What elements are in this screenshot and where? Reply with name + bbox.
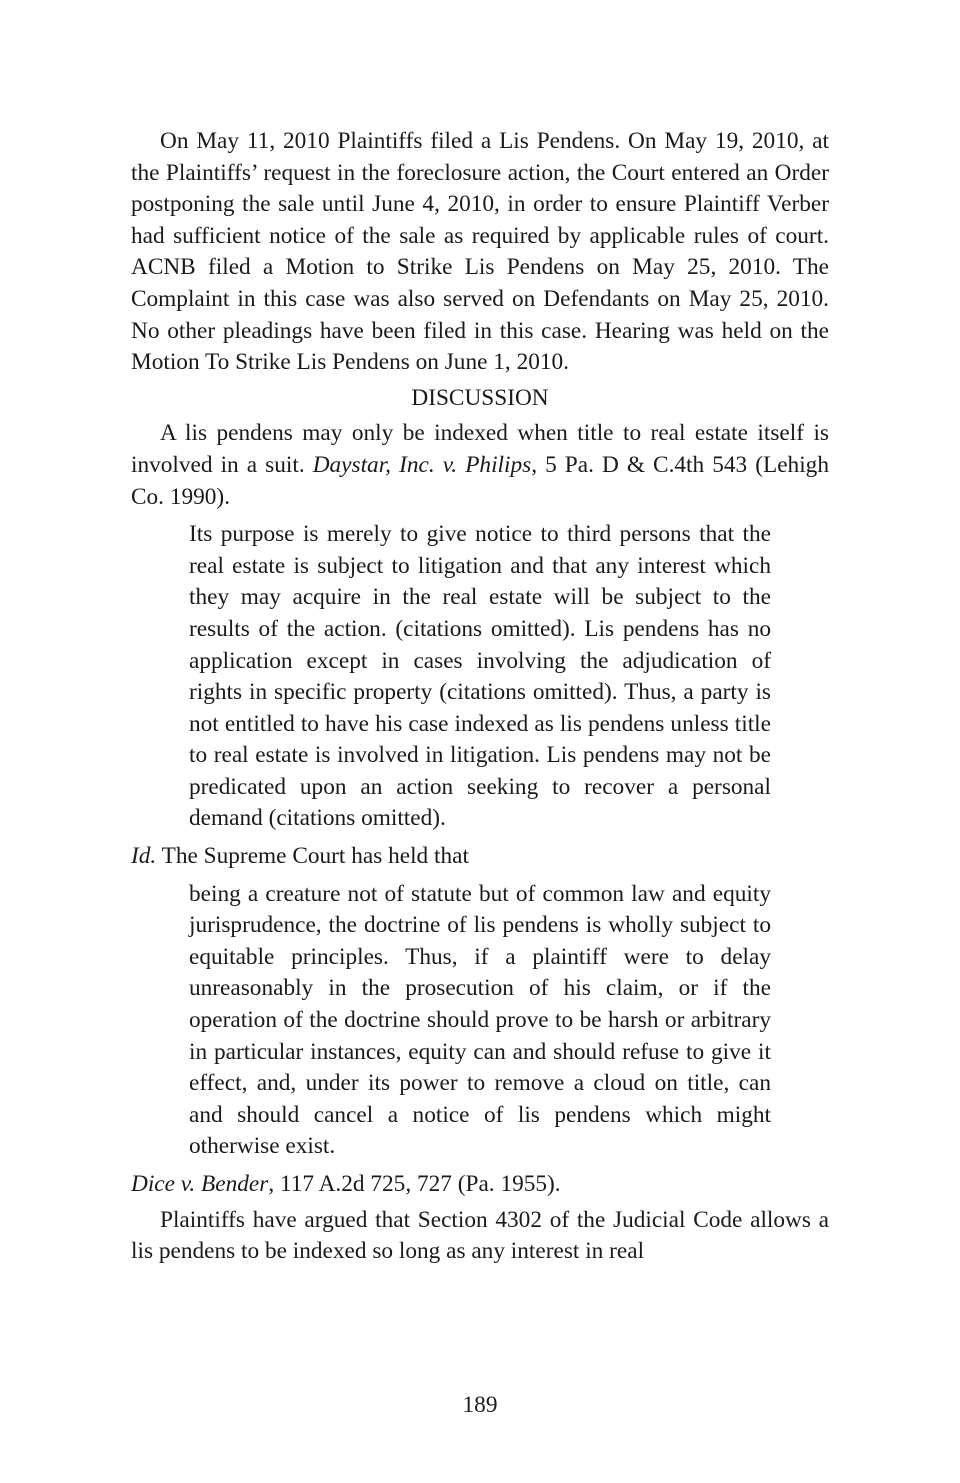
citation-reference: , 5 Pa. D & C.4th 543 (Lehigh Co. 1990).	[131, 451, 829, 510]
paragraph-lis-pendens-rule	[131, 418, 829, 513]
paragraph-id-citation	[131, 841, 829, 873]
paragraph-text: A lis pendens may only be indexed when title to real estate itself is involved in a suit.	[131, 420, 829, 478]
block-quote-supreme-court	[189, 879, 771, 1163]
block-quote-text: being a creature not of statute but of common law and equity jurisprudence, the doctrine of lis pendens is wholly subject to equitable principles. Thus, if a plaintiff were to delay unreasonably in the prosecution of his claim, or if the operation of the doctrine should prove to be harsh or arbitrary in particular instances, equity can and should refuse to give it effect, and, under its power to remove a cloud on title, can and should cancel a notice of lis pendens which might otherwise exist.	[189, 880, 771, 1160]
case-citation: Dice v. Bender	[131, 1171, 269, 1197]
citation-reference: , 117 A.2d 725, 727 (Pa. 1955).	[268, 1171, 561, 1197]
case-citation: Daystar, Inc. v. Philips	[312, 451, 532, 478]
paragraph-section-4302: Plaintiffs have argued that Section 4302 of the Judicial Code allows a lis pendens to be indexed so long as any interest in real	[131, 1206, 829, 1265]
id-citation: Id.	[131, 843, 157, 870]
block-quote-daystar	[189, 519, 771, 835]
paragraph-procedural-history: On May 11, 2010 Plaintiffs filed a Lis Pendens. On May 19, 2010, at the Plaintiffs’ request in the foreclosure action, the Court entered an Order postponing the sale until June 4, 2010, in order to ensure Plaintiff Verber had sufficient notice of the sale as required by applicable rules of court. ACNB filed a Motion to Strike Lis Pendens on May 25, 2010. The Complaint in this case was also served on Defendants on May 25, 2010. No other pleadings have been filed in this case. Hearing was held on the Motion To Strike Lis Pendens on June 1, 2010.	[131, 128, 829, 376]
section-heading: DISCUSSION	[411, 384, 549, 411]
document-body	[131, 126, 829, 1268]
paragraph-text: The Supreme Court has held that	[156, 843, 469, 870]
page-number: 189	[462, 1392, 498, 1418]
block-quote-text: Its purpose is merely to give notice to third persons that the real estate is subject to litigation and that any interest which they may acquire in the real estate will be subject to the results of the action. (citations omitted). Lis pendens has no application except in cases involving the adjudication of rights in specific property (citations omitted). Thus, a party is not entitled to have his case indexed as lis pendens unless title to real estate is involved in litigation. Lis pendens may not be predicated upon an action seeking to recover a personal demand (citations omitted).	[189, 521, 771, 832]
paragraph-dice-citation	[131, 1169, 829, 1201]
